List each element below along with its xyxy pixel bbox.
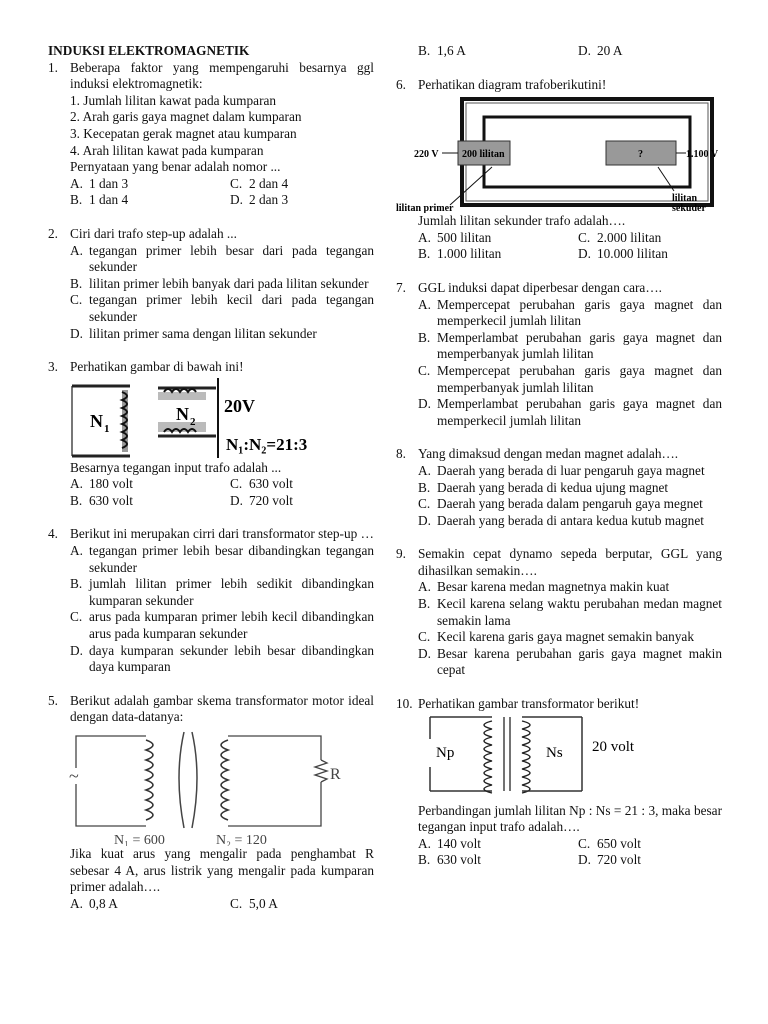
option-d[interactable]: [230, 493, 374, 510]
option-c[interactable]: [418, 496, 722, 513]
ac-source-symbol: ~: [69, 766, 79, 786]
option-text: 1.000 lilitan: [437, 246, 502, 262]
question-2: [48, 226, 374, 342]
option-letter: B.: [70, 192, 83, 208]
option-d[interactable]: [230, 192, 374, 209]
option-text: 1 dan 3: [89, 175, 129, 191]
option-text: 2 dan 4: [249, 175, 289, 191]
question-prompt: Pernyataan yang benar adalah nomor ...: [70, 159, 281, 175]
option-letter: D.: [230, 192, 243, 208]
option-letter: D.: [230, 492, 243, 508]
option-a[interactable]: [70, 543, 374, 576]
output-voltage-label: 1.100 V: [686, 149, 719, 161]
question-3-body: [48, 460, 374, 510]
option-letter: A.: [70, 175, 83, 191]
option-text: Daerah yang berada di kedua ujung magnet: [437, 479, 669, 495]
transformer-core-diagram: [396, 93, 726, 213]
option-letter: C.: [578, 835, 591, 851]
option-d[interactable]: [418, 396, 722, 429]
voltage-label: 20V: [224, 395, 255, 416]
output-voltage-label: 20 volt: [592, 738, 635, 755]
question-text: Beberapa faktor yang mempengaruhi besarnya ggl induksi elektromagnetik:: [70, 59, 374, 92]
option-text: Memperlambat perubahan garis gaya magnet dan memperkecil jumlah lilitan: [437, 396, 722, 428]
list-item: 4. Arah lilitan kawat pada kumparan: [70, 142, 264, 158]
question-3: [48, 359, 374, 376]
option-text: 720 volt: [249, 492, 293, 508]
question-number: 5.: [48, 692, 58, 708]
option-text: 140 volt: [437, 835, 481, 851]
option-letter: C.: [418, 362, 431, 378]
option-letter: D.: [578, 246, 591, 262]
option-letter: C.: [418, 496, 431, 512]
question-number: 7.: [396, 279, 406, 295]
option-b[interactable]: [70, 192, 230, 209]
option-text: tegangan primer lebih kecil dari pada tegangan sekunder: [89, 292, 374, 324]
n1-label: N₁ = 600: [114, 833, 165, 846]
option-c[interactable]: [230, 476, 374, 493]
question-prompt: Jumlah lilitan sekunder trafo adalah….: [418, 213, 626, 229]
option-text: lilitan primer sama dengan lilitan sekunder: [89, 325, 317, 341]
question-text: Berikut ini merupakan cirri dari transformator step-up …: [70, 526, 374, 542]
option-text: 2 dan 3: [249, 192, 289, 208]
option-text: lilitan primer lebih banyak dari pada lilitan sekunder: [89, 275, 369, 291]
option-text: Kecil karena selang waktu perubahan medan magnet semakin lama: [437, 596, 722, 628]
question-number: 2.: [48, 225, 58, 241]
question-text: Perhatikan gambar transformator berikut!: [418, 696, 640, 712]
option-b[interactable]: [418, 246, 578, 263]
option-a[interactable]: [418, 836, 578, 853]
page-title: INDUKSI ELEKTROMAGNETIK: [48, 43, 250, 58]
option-letter: A.: [418, 462, 431, 478]
transformer-figure-q5: [66, 726, 374, 846]
option-letter: A.: [418, 835, 431, 851]
option-letter: C.: [70, 609, 83, 625]
question-text: Ciri dari trafo step-up adalah ...: [70, 225, 237, 241]
primary-coil-label: 200 lilitan: [462, 149, 505, 161]
option-d[interactable]: [70, 643, 374, 676]
option-d[interactable]: [578, 246, 722, 263]
option-text: 650 volt: [597, 835, 641, 851]
option-letter: D.: [418, 512, 431, 528]
option-text: tegangan primer lebih besar dibandingkan tegangan sekunder: [89, 543, 374, 575]
transformer-diagram: [412, 713, 712, 795]
option-letter: A.: [70, 242, 83, 258]
n2-label: N: [176, 403, 189, 424]
option-text: Daerah yang berada dalam pengaruh gaya megnet: [437, 496, 703, 512]
primary-pointer-label: lilitan primer: [396, 203, 454, 214]
option-letter: A.: [418, 229, 431, 245]
option-text: Besar karena perubahan garis gaya magnet makin cepat: [437, 645, 722, 678]
option-a[interactable]: [418, 579, 722, 596]
n2-subscript: 2: [190, 415, 196, 428]
option-b[interactable]: [418, 596, 722, 629]
option-text: 20 A: [597, 43, 623, 58]
option-text: 500 lilitan: [437, 229, 492, 245]
option-b[interactable]: [418, 480, 722, 497]
option-letter: D.: [578, 43, 591, 58]
option-text: Kecil karena garis gaya magnet semakin banyak: [437, 629, 694, 645]
option-c[interactable]: [70, 292, 374, 325]
option-letter: A.: [418, 296, 431, 312]
question-number: 9.: [396, 546, 406, 562]
option-text: 630 volt: [89, 492, 133, 508]
option-text: Memperlambat perubahan garis gaya magnet dan memperbanyak jumlah lilitan: [437, 329, 722, 362]
resistor-label: R: [330, 766, 341, 783]
option-letter: C.: [418, 629, 431, 645]
option-letter: B.: [70, 576, 83, 592]
option-b[interactable]: [70, 276, 374, 293]
transformer-diagram: [68, 376, 368, 460]
transformer-figure-q3: [68, 376, 374, 460]
option-d[interactable]: [418, 646, 722, 679]
option-letter: B.: [418, 246, 431, 262]
question-number: 4.: [48, 526, 58, 542]
option-letter: D.: [70, 642, 83, 658]
option-a[interactable]: [418, 230, 578, 247]
question-6-body: [396, 213, 722, 263]
option-a[interactable]: [70, 243, 374, 276]
right-column: [396, 43, 722, 869]
option-c[interactable]: [418, 363, 722, 396]
option-c[interactable]: [578, 836, 722, 853]
n1-subscript: 1: [104, 422, 110, 435]
question-5-body: [48, 846, 374, 912]
option-letter: B.: [418, 479, 431, 495]
option-b[interactable]: [418, 852, 578, 869]
list-item: 1. Jumlah lilitan kawat pada kumparan: [70, 92, 277, 108]
list-item: 3. Kecepatan gerak magnet atau kumparan: [70, 125, 297, 141]
option-letter: B.: [418, 852, 431, 868]
option-text: Mempercepat perubahan garis gaya magnet dan memperbanyak jumlah lilitan: [437, 362, 722, 395]
option-text: 720 volt: [597, 852, 641, 868]
option-text: Besar karena medan magnetnya makin kuat: [437, 579, 670, 595]
option-text: jumlah lilitan primer lebih sedikit dibandingkan kumparan sekunder: [89, 576, 374, 608]
ratio-label: N₁:N₂=21:3: [226, 434, 308, 454]
option-b[interactable]: [70, 493, 230, 510]
question-number: 3.: [48, 359, 58, 375]
option-text: 2.000 lilitan: [597, 229, 662, 245]
option-text: 5,0 A: [249, 895, 278, 911]
option-a[interactable]: [418, 297, 722, 330]
option-text: 1 dan 4: [89, 192, 129, 208]
question-prompt: Jika kuat arus yang mengalir pada penghambat R sebesar 4 A, arus listrik yang mengalir pada kumparan primer adalah….: [70, 846, 374, 895]
secondary-coil-label: ?: [638, 149, 643, 161]
option-b[interactable]: [418, 43, 578, 60]
question-text: Perhatikan diagram trafoberikutini!: [418, 76, 607, 92]
option-letter: C.: [230, 476, 243, 492]
option-text: 1,6 A: [437, 43, 466, 58]
question-10-body: [396, 803, 722, 869]
question-prompt: Perbandingan jumlah lilitan Np : Ns = 21 : 3, maka besar tegangan input trafo adalah….: [418, 802, 722, 835]
option-letter: C.: [230, 895, 243, 911]
list-item: 2. Arah garis gaya magnet dalam kumparan: [70, 109, 302, 125]
option-d[interactable]: [578, 43, 722, 60]
option-d[interactable]: [418, 513, 722, 530]
options-grid: [70, 896, 374, 913]
option-letter: D.: [70, 325, 83, 341]
ns-label: Ns: [546, 744, 563, 761]
options-grid-q5-continued: [396, 43, 722, 60]
question-9: [396, 546, 722, 679]
option-d[interactable]: [70, 326, 374, 343]
option-a[interactable]: [70, 476, 230, 493]
option-c[interactable]: [578, 230, 722, 247]
option-c[interactable]: [230, 176, 374, 193]
question-6: [396, 77, 722, 94]
option-letter: C.: [578, 229, 591, 245]
options-grid: [418, 836, 722, 869]
secondary-pointer-label-1: lilitan: [672, 193, 698, 205]
question-text: Berikut adalah gambar skema transformator motor ideal dengan data-datanya:: [70, 692, 374, 725]
transformer-figure-q6: [396, 93, 722, 213]
n1-label: N: [90, 410, 103, 431]
option-text: 630 volt: [437, 852, 481, 868]
question-prompt: Besarnya tegangan input trafo adalah ...: [70, 459, 282, 475]
option-text: 630 volt: [249, 476, 293, 492]
option-text: arus pada kumparan primer lebih kecil dibandingkan arus pada kumparan sekunder: [89, 609, 374, 642]
question-10: [396, 696, 722, 713]
option-letter: B.: [418, 596, 431, 612]
option-text: 180 volt: [89, 476, 133, 492]
question-8: [396, 446, 722, 529]
question-text: Yang dimaksud dengan medan magnet adalah….: [418, 446, 679, 462]
option-text: 0,8 A: [89, 895, 118, 911]
option-c[interactable]: [70, 609, 374, 642]
option-letter: C.: [230, 175, 243, 191]
option-text: tegangan primer lebih besar dari pada tegangan sekunder: [89, 242, 374, 275]
option-d[interactable]: [578, 852, 722, 869]
option-letter: A.: [70, 476, 83, 492]
option-letter: D.: [418, 645, 431, 661]
n2-label: N₂ = 120: [216, 833, 267, 846]
secondary-pointer-label-2: sekuder: [672, 203, 706, 214]
option-b[interactable]: [70, 576, 374, 609]
option-letter: B.: [70, 275, 83, 291]
question-5: [48, 693, 374, 726]
option-letter: B.: [70, 492, 83, 508]
question-number: 8.: [396, 446, 406, 462]
transformer-schematic: [66, 726, 366, 846]
options-grid: [418, 230, 722, 263]
option-letter: A.: [70, 895, 83, 911]
option-a[interactable]: [70, 176, 230, 193]
transformer-figure-q10: [412, 713, 722, 795]
question-7: [396, 280, 722, 429]
option-letter: B.: [418, 329, 431, 345]
option-letter: C.: [70, 292, 83, 308]
option-text: 10.000 lilitan: [597, 246, 668, 262]
option-letter: B.: [418, 43, 431, 58]
question-number: 1.: [48, 59, 58, 75]
option-letter: D.: [418, 396, 431, 412]
question-text: Perhatikan gambar di bawah ini!: [70, 359, 244, 375]
option-b[interactable]: [418, 330, 722, 363]
question-4: [48, 526, 374, 675]
input-voltage-label: 220 V: [414, 149, 439, 161]
np-label: Np: [436, 744, 455, 761]
question-1: [48, 60, 374, 209]
option-letter: A.: [70, 543, 83, 559]
option-c[interactable]: [418, 629, 722, 646]
question-text: GGL induksi dapat diperbesar dengan cara….: [418, 279, 662, 295]
option-text: Daerah yang berada di antara kedua kutub magnet: [437, 512, 704, 528]
option-text: daya kumparan sekunder lebih besar dibandingkan daya kumparan: [89, 642, 374, 675]
question-number: 6.: [396, 76, 406, 92]
options-grid: [70, 476, 374, 509]
option-letter: D.: [578, 852, 591, 868]
option-text: Mempercepat perubahan garis gaya magnet dan memperkecil jumlah lilitan: [437, 296, 722, 329]
option-c[interactable]: [230, 896, 374, 913]
option-a[interactable]: [418, 463, 722, 480]
options-grid: [70, 176, 374, 209]
option-a[interactable]: [70, 896, 230, 913]
option-letter: A.: [418, 579, 431, 595]
question-number: 10.: [396, 696, 413, 712]
question-text: Semakin cepat dynamo sepeda berputar, GGL yang dihasilkan semakin….: [418, 546, 722, 578]
option-text: Daerah yang berada di luar pengaruh gaya magnet: [437, 462, 705, 478]
left-column: [48, 43, 374, 912]
